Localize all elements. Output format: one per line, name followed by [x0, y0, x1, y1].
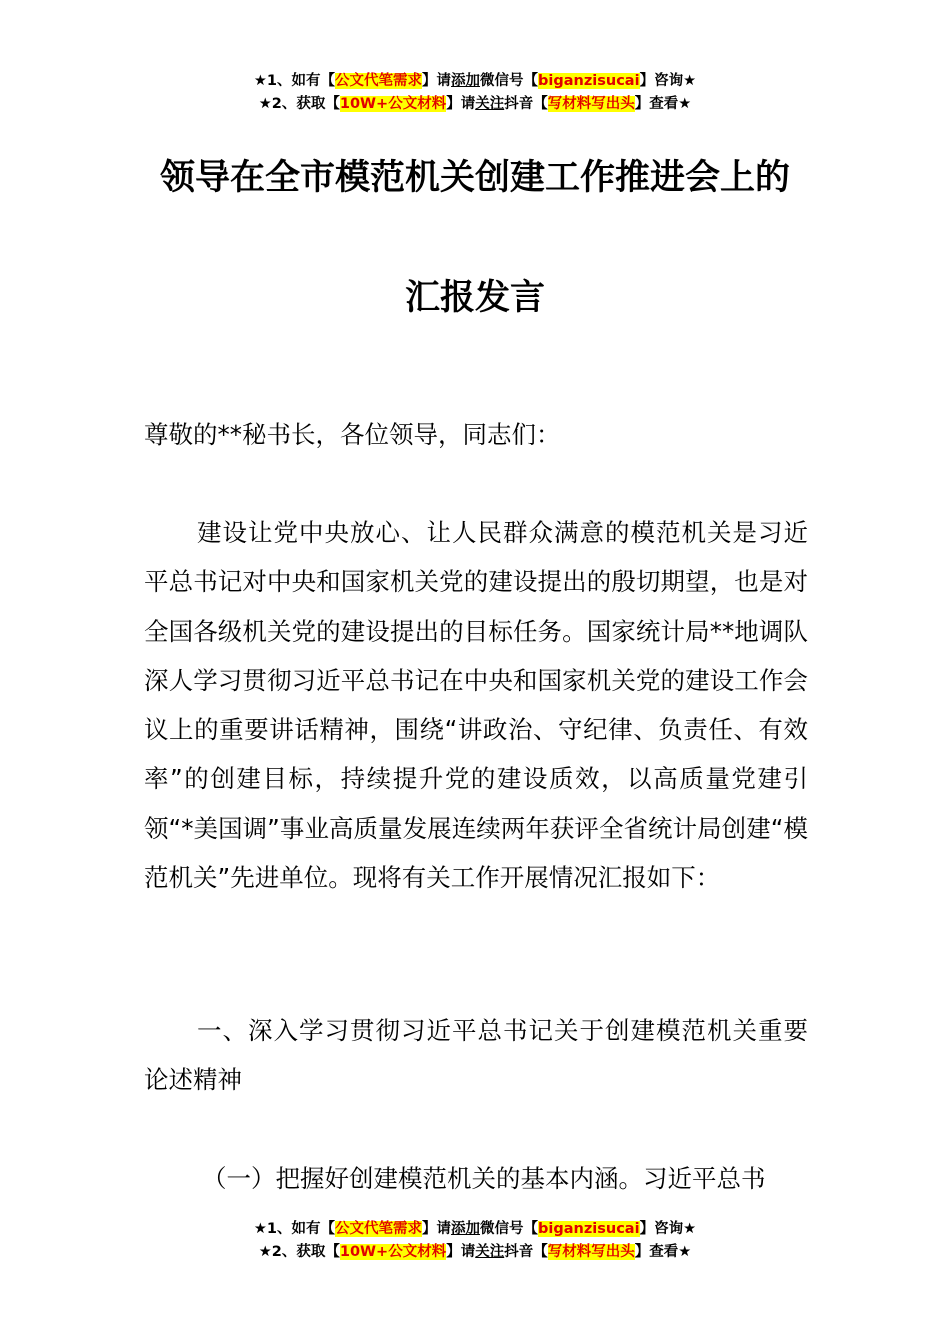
- section-heading-1: 一、深入学习贯彻习近平总书记关于创建模范机关重要论述精神: [144, 1016, 808, 1095]
- banner-text: 】请: [422, 1221, 452, 1237]
- banner-text: 】请: [446, 1244, 476, 1260]
- banner-text: 抖音【: [504, 96, 548, 112]
- banner-text: 】请: [446, 96, 476, 112]
- subsection-paragraph-1: （一）把握好创建模范机关的基本内涵。习近平总书: [202, 1164, 766, 1193]
- header-banner: [0, 70, 950, 116]
- banner-text: ★2、获取【: [258, 1244, 340, 1260]
- banner-line-2: [0, 1241, 950, 1264]
- banner-underlined: 关注: [475, 96, 505, 112]
- banner-text: ★2、获取【: [258, 96, 340, 112]
- footer-banner: [0, 1218, 950, 1264]
- banner-text: 】咨询★: [639, 73, 697, 89]
- banner-underlined: 添加: [451, 73, 481, 89]
- banner-text: ★1、如有【: [253, 1221, 336, 1237]
- banner-line-1: [0, 70, 950, 93]
- banner-text: 】请: [422, 73, 452, 89]
- banner-highlight: 写材料写出头: [547, 96, 635, 112]
- document-title-line-1: 领导在全市模范机关创建工作推进会上的: [159, 158, 790, 198]
- banner-text: ★1、如有【: [253, 73, 336, 89]
- banner-highlight: 公文代笔需求: [335, 73, 423, 89]
- banner-highlight: 10W+公文材料: [339, 96, 447, 112]
- banner-text: 】咨询★: [639, 1221, 697, 1237]
- banner-text: 】查看★: [634, 1244, 692, 1260]
- banner-highlight: 写材料写出头: [547, 1244, 635, 1260]
- document-title-line-2: 汇报发言: [404, 278, 545, 318]
- intro-paragraph: 建设让党中央放心、让人民群众满意的模范机关是习近平总书记对中央和国家机关党的建设提出的殷切期望，也是对全国各级机关党的建设提出的目标任务。国家统计局**地调队深人学习贯彻习近平总书记在中央和国家机关党的建设工作会议上的重要讲话精神，围绕“讲政治、守纪律、负责任、有效率”的创建目标，持续提升党的建设质效，以高质量党建引领“*美国调”事业高质量发展连续两年获评全省统计局创建“模范机关”先进单位。现将有关工作开展情况汇报如下：: [144, 518, 808, 893]
- banner-text: 抖音【: [504, 1244, 548, 1260]
- banner-highlight: biganzisucai: [538, 1221, 640, 1237]
- banner-line-1: [0, 1218, 950, 1241]
- banner-highlight: 公文代笔需求: [335, 1221, 423, 1237]
- banner-underlined: 关注: [475, 1244, 505, 1260]
- banner-line-2: [0, 93, 950, 116]
- banner-text: 微信号【: [480, 1221, 539, 1237]
- banner-text: 微信号【: [480, 73, 539, 89]
- banner-highlight: biganzisucai: [538, 73, 640, 89]
- banner-text: 】查看★: [634, 96, 692, 112]
- banner-highlight: 10W+公文材料: [339, 1244, 447, 1260]
- salutation: 尊敬的**秘书长，各位领导，同志们：: [144, 420, 561, 449]
- banner-underlined: 添加: [451, 1221, 481, 1237]
